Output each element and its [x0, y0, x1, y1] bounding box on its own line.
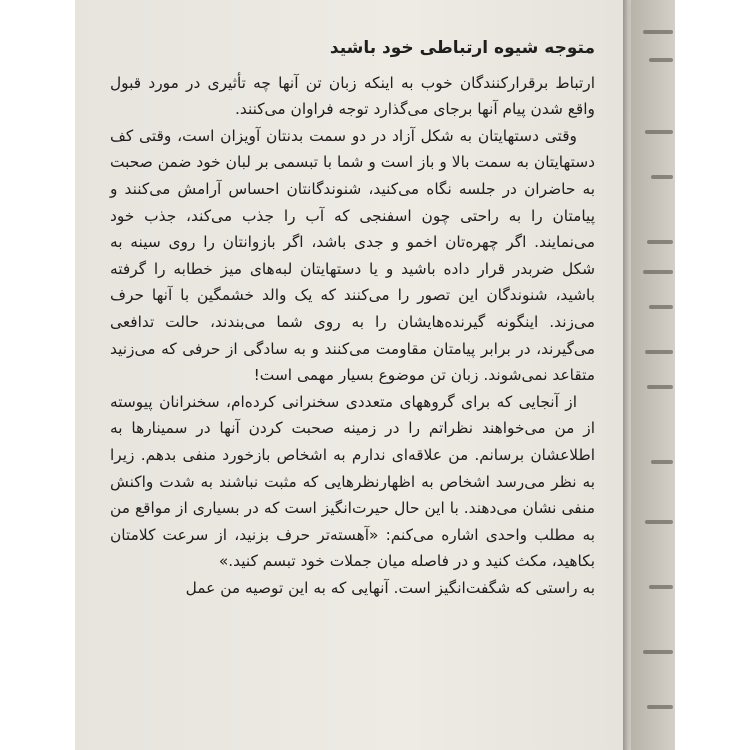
paragraph: ارتباط برقرارکنندگان خوب به اینکه زبان تن آنها چه تأثیری در مورد قبول واقع شدن پیام آنها برجای می‌گذارد توجه فراوان می‌کنند.	[110, 73, 595, 119]
facing-page-text-fragment	[651, 460, 673, 464]
paragraph: وقتی دستهایتان به شکل آزاد در دو سمت بدنتان آویزان است، وقتی کف دستهایتان به سمت بالا و باز است و شما با تبسمی بر لبان خود ضمن صحبت به حاضران در جلسه نگاه می‌کنید، شنوندگانتان احساس آرامش می‌کنند و پیامتان را به راحتی چون اسفنجی که آب را جذب می‌کند، جذب خود می‌نمایند. اگر چهره‌تان اخمو و جدی باشد، اگر بازوانتان را روی سینه به شکل ضربدر قرار داده باشید و یا دستهایتان لبه‌های میز خطابه را گرفته باشید، شنوندگان این تصور را می‌کنند که یک والد خشمگین با آنها حرف می‌زند. اینگونه گیرنده‌هایشان را به روی شما می‌بندند، حالت تدافعی می‌گیرند، در برابر پیامتان مقاومت می‌کنند و به سادگی از حرفی که می‌زنید متقاعد نمی‌شوند. زبان تن موضوع بسیار مهمی است!	[110, 126, 595, 385]
page-gutter	[623, 0, 629, 750]
facing-page-text-fragment	[647, 385, 673, 389]
section-heading: متوجه شیوه ارتباطی خود باشید	[329, 38, 595, 58]
facing-page-text-fragment	[643, 650, 673, 654]
facing-page-text-fragment	[645, 520, 673, 524]
facing-page-text-fragment	[643, 30, 673, 34]
facing-page-edge	[631, 0, 675, 750]
facing-page-text-fragment	[645, 130, 673, 134]
facing-page-text-fragment	[647, 705, 673, 709]
facing-page-text-fragment	[649, 305, 673, 309]
book-photo	[75, 0, 675, 750]
facing-page-text-fragment	[649, 58, 673, 62]
facing-page-text-fragment	[643, 270, 673, 274]
facing-page-text-fragment	[651, 175, 673, 179]
facing-page-text-fragment	[647, 240, 673, 244]
paragraph: به راستی که شگفت‌انگیز است. آنهایی که به این توصیه من عمل	[185, 578, 595, 597]
page-text	[110, 35, 595, 601]
facing-page-text-fragment	[649, 585, 673, 589]
book-page	[75, 0, 623, 750]
paragraph: از آنجایی که برای گروههای متعددی سخنرانی کرده‌ام، سخنرانان پیوسته از من می‌خواهند نظراتم را در زمینه صحبت کردن آنها در سمینارها به اطلاعشان برسانم. من علاقه‌ای ندارم به اشخاص بازخورد منفی بدهم. زیرا به نظر می‌رسد اشخاص به اظهارنظرهایی که مثبت نباشند به شدت واکنش منفی نشان می‌دهند. با این حال حیرت‌انگیز است که در بسیاری از مواقع من به مطلب واحدی اشاره می‌کنم: «آهسته‌تر حرف بزنید، از سرعت کلامتان بکاهید، مکث کنید و در فاصله میان جملات خود تبسم کنید.»	[110, 392, 595, 571]
facing-page-text-fragment	[645, 350, 673, 354]
